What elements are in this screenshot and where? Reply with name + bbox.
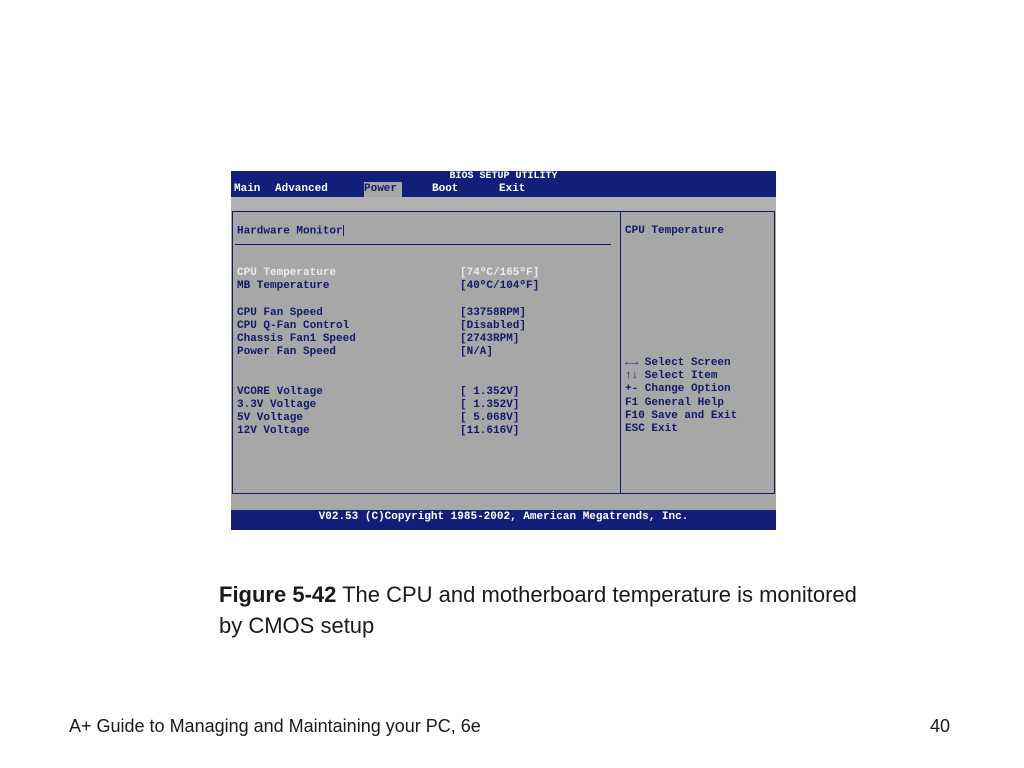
tab-main[interactable]: Main [234, 183, 261, 195]
bios-header-strip [231, 197, 776, 211]
key-hint-change-option: +- Change Option [625, 383, 731, 395]
text-cursor [343, 225, 344, 236]
setting-row-cpu-temperature[interactable] [237, 267, 617, 280]
figure-caption [219, 579, 869, 641]
setting-row-12v-voltage[interactable] [237, 425, 617, 438]
figure-caption-text: The CPU and motherboard temperature is monitored by CMOS setup [219, 582, 857, 638]
setting-value: [Disabled] [460, 320, 527, 332]
tab-advanced[interactable]: Advanced [275, 183, 328, 195]
slide-page-number: 40 [930, 716, 951, 736]
key-hint-general-help: F1 General Help [625, 397, 725, 409]
setting-value: [11.616V] [460, 425, 520, 437]
setting-row-mb-temperature[interactable] [237, 280, 617, 293]
setting-label: 3.3V Voltage [237, 399, 317, 411]
setting-row-5v-voltage[interactable] [237, 412, 617, 425]
setting-row-3-3v-voltage[interactable] [237, 399, 617, 412]
setting-label: Chassis Fan1 Speed [237, 333, 356, 345]
slide-footer-title: A+ Guide to Managing and Maintaining your PC, 6e [69, 716, 481, 736]
setting-row-cpu-q-fan-control[interactable] [237, 320, 617, 333]
tab-boot[interactable]: Boot [432, 183, 459, 195]
section-divider [235, 244, 611, 245]
tab-exit[interactable]: Exit [499, 183, 526, 195]
setting-row-power-fan-speed[interactable] [237, 346, 617, 359]
figure-label: Figure 5-42 [219, 582, 337, 607]
setting-value: [ 1.352V] [460, 386, 520, 398]
setting-label: CPU Fan Speed [237, 307, 323, 319]
tab-power[interactable]: Power [364, 182, 402, 197]
setting-value: [40ºC/104ºF] [460, 280, 540, 292]
setting-value: [33758RPM] [460, 307, 527, 319]
bios-setup-screenshot [231, 171, 776, 530]
setting-label: 5V Voltage [237, 412, 304, 424]
bios-copyright-footer: V02.53 (C)Copyright 1985-2002, American Megatrends, Inc. [231, 510, 776, 530]
setting-label: VCORE Voltage [237, 386, 323, 398]
bios-menu-bar [231, 182, 776, 197]
setting-value: [N/A] [460, 346, 494, 358]
bios-title-bar: BIOS SETUP UTILITY [231, 171, 776, 182]
setting-value: [ 1.352V] [460, 399, 520, 411]
key-hint-save-and-exit: F10 Save and Exit [625, 410, 738, 422]
setting-label: Power Fan Speed [237, 346, 337, 358]
key-hint-exit: ESC Exit [625, 423, 678, 435]
setting-label: CPU Q-Fan Control [237, 320, 350, 332]
setting-value: [2743RPM] [460, 333, 520, 345]
setting-label: CPU Temperature [237, 267, 337, 279]
setting-row-cpu-fan-speed[interactable] [237, 307, 617, 320]
setting-row-vcore-voltage[interactable] [237, 386, 617, 399]
setting-label: MB Temperature [237, 280, 330, 292]
key-hint-select-item: ↑↓ Select Item [625, 370, 718, 382]
setting-row-chassis-fan1-speed[interactable] [237, 333, 617, 346]
setting-value: [ 5.068V] [460, 412, 520, 424]
key-hint-select-screen: ←→ Select Screen [625, 357, 731, 369]
help-panel-title: CPU Temperature [625, 225, 725, 237]
setting-label: 12V Voltage [237, 425, 310, 437]
panel-divider [620, 212, 621, 493]
bios-main-frame [232, 211, 775, 494]
section-title: Hardware Monitor [237, 225, 343, 238]
setting-value: [74ºC/165ºF] [460, 267, 540, 279]
